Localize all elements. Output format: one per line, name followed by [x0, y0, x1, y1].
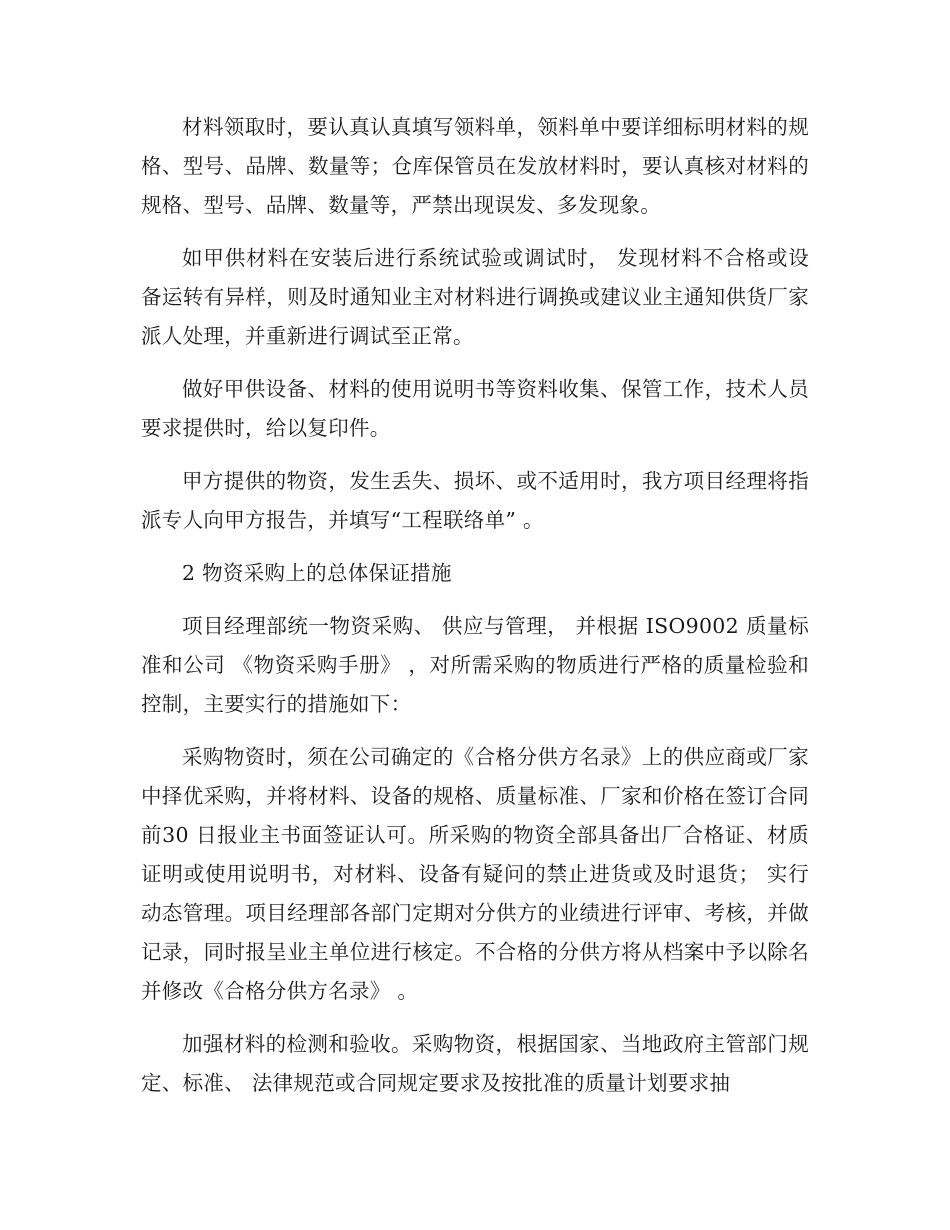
paragraph-inspection-acceptance: 加强材料的检测和验收。采购物资，根据国家、当地政府主管部门规定、标准、 法律规范或合同规定要求及按批准的质量计划要求抽	[141, 1032, 809, 1095]
paragraph-material-collection: 材料领取时，要认真认真填写领料单，领料单中要详细标明材料的规格、型号、品牌、数量等；仓库保管员在发放材料时，要认真核对材料的规格、型号、品牌、数量等，严禁出现误发、多发现象。	[141, 115, 809, 217]
document-body	[141, 108, 809, 1117]
section-heading: 2 物资采购上的总体保证措施	[182, 561, 452, 585]
paragraph-procurement-management: 项目经理部统一物资采购、 供应与管理， 并根据 ISO9002 质量标准和公司 《物资采购手册》 ，对所需采购的物质进行严格的质量检验和控制，主要实行的措施如下：	[141, 614, 809, 716]
paragraph-loss-report: 甲方提供的物资，发生丢失、损坏、或不适用时，我方项目经理将指派专人向甲方报告，并填写“工程联络单” 。	[141, 469, 809, 532]
paragraph-manual-archiving: 做好甲供设备、材料的使用说明书等资料收集、保管工作，技术人员要求提供时，给以复印件。	[141, 377, 809, 440]
paragraph-supplier-selection: 采购物资时，须在公司确定的《合格分供方名录》上的供应商或厂家中择优采购，并将材料、设备的规格、质量标准、厂家和价格在签订合同前30 日报业主书面签证认可。所采购的物资全部具备出厂合格证、材质证明或使用说明书，对材料、设备有疑问的禁止进货或及时退货； 实行动态管理。项目经理部各部门定期对分供方的业绩进行评审、考核，并做记录，同时报呈业主单位进行核定。不合格的分供方将从档案中予以除名并修改《合格分供方名录》 。	[141, 745, 809, 1003]
paragraph-owner-supplied-testing: 如甲供材料在安装后进行系统试验或调试时， 发现材料不合格或设备运转有异样，则及时通知业主对材料进行调换或建议业主通知供货厂家派人处理，并重新进行调试至正常。	[141, 246, 809, 348]
